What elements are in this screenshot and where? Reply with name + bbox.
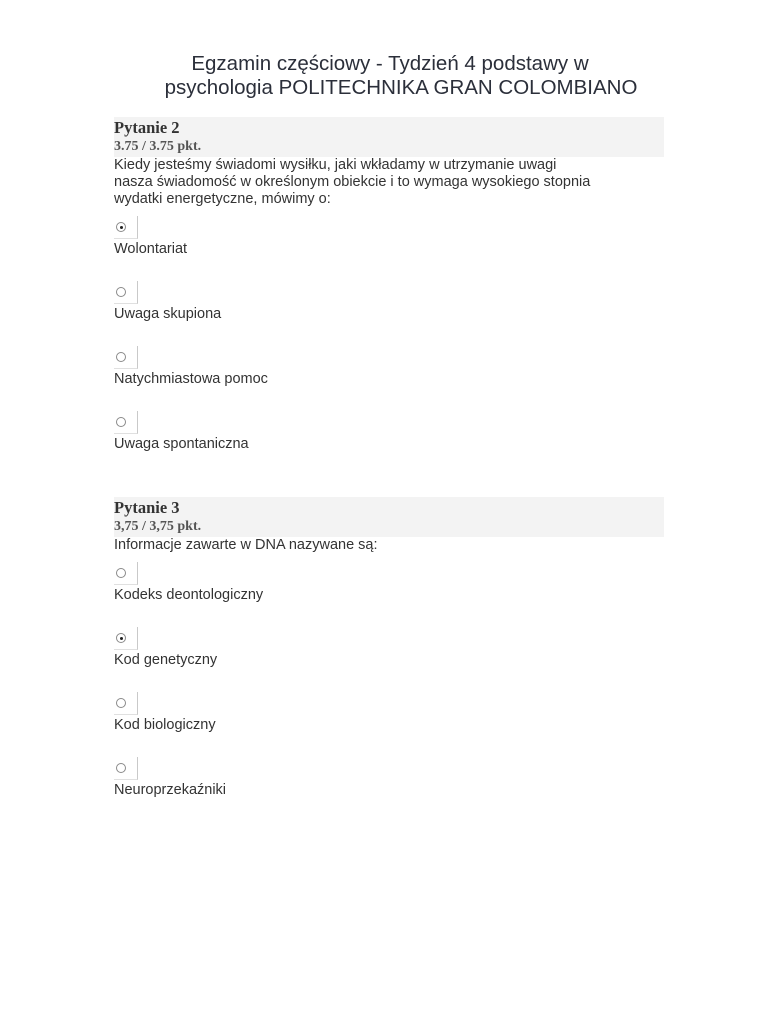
question-points: 3.75 / 3.75 pkt. — [114, 139, 202, 154]
answer-option[interactable] — [114, 757, 664, 822]
radio-box[interactable] — [114, 216, 138, 239]
radio-button[interactable] — [116, 698, 126, 708]
answer-option[interactable] — [114, 692, 664, 757]
radio-box[interactable] — [114, 627, 138, 650]
answer-label: Uwaga spontaniczna — [114, 436, 249, 452]
answer-option[interactable] — [114, 346, 664, 411]
page-title — [110, 52, 670, 100]
radio-button[interactable] — [116, 352, 126, 362]
question-text-line: wydatki energetyczne, mówimy o: — [114, 191, 331, 207]
answer-option[interactable] — [114, 627, 664, 692]
question-3 — [114, 497, 664, 822]
question-text — [114, 157, 614, 208]
question-2 — [114, 117, 664, 476]
radio-box[interactable] — [114, 346, 138, 369]
radio-button[interactable] — [116, 568, 126, 578]
radio-box[interactable] — [114, 411, 138, 434]
radio-button-selected[interactable] — [116, 222, 126, 232]
answer-label: Kod biologiczny — [114, 717, 216, 733]
radio-button[interactable] — [116, 287, 126, 297]
question-text — [114, 537, 614, 554]
question-number: Pytanie 2 — [114, 118, 180, 137]
answer-label: Uwaga skupiona — [114, 306, 222, 322]
page-title-line: psychologia POLITECHNIKA GRAN COLOMBIANO — [164, 76, 638, 99]
question-header — [114, 497, 664, 537]
answer-label: Natychmiastowa pomoc — [114, 371, 268, 387]
radio-box[interactable] — [114, 692, 138, 715]
question-text-line: nasza świadomość w określonym obiekcie i to wymaga wysokiego stopnia — [114, 174, 591, 190]
question-number: Pytanie 3 — [114, 498, 180, 517]
radio-button[interactable] — [116, 763, 126, 773]
radio-box[interactable] — [114, 757, 138, 780]
answer-label: Neuroprzekaźniki — [114, 782, 227, 798]
radio-box[interactable] — [114, 281, 138, 304]
answer-label: Wolontariat — [114, 241, 188, 257]
answer-option[interactable] — [114, 411, 664, 476]
answer-option[interactable] — [114, 562, 664, 627]
answer-label: Kod genetyczny — [114, 652, 218, 668]
page-title-line: Egzamin częściowy - Tydzień 4 podstawy w — [191, 52, 589, 75]
radio-button[interactable] — [116, 417, 126, 427]
question-header — [114, 117, 664, 157]
radio-box[interactable] — [114, 562, 138, 585]
radio-button-selected[interactable] — [116, 633, 126, 643]
question-points: 3,75 / 3,75 pkt. — [114, 519, 202, 534]
answer-option[interactable] — [114, 281, 664, 346]
answer-option[interactable] — [114, 216, 664, 281]
answer-label: Kodeks deontologiczny — [114, 587, 264, 603]
question-text-line: Informacje zawarte w DNA nazywane są: — [114, 537, 378, 553]
question-text-line: Kiedy jesteśmy świadomi wysiłku, jaki wkładamy w utrzymanie uwagi — [114, 157, 557, 173]
